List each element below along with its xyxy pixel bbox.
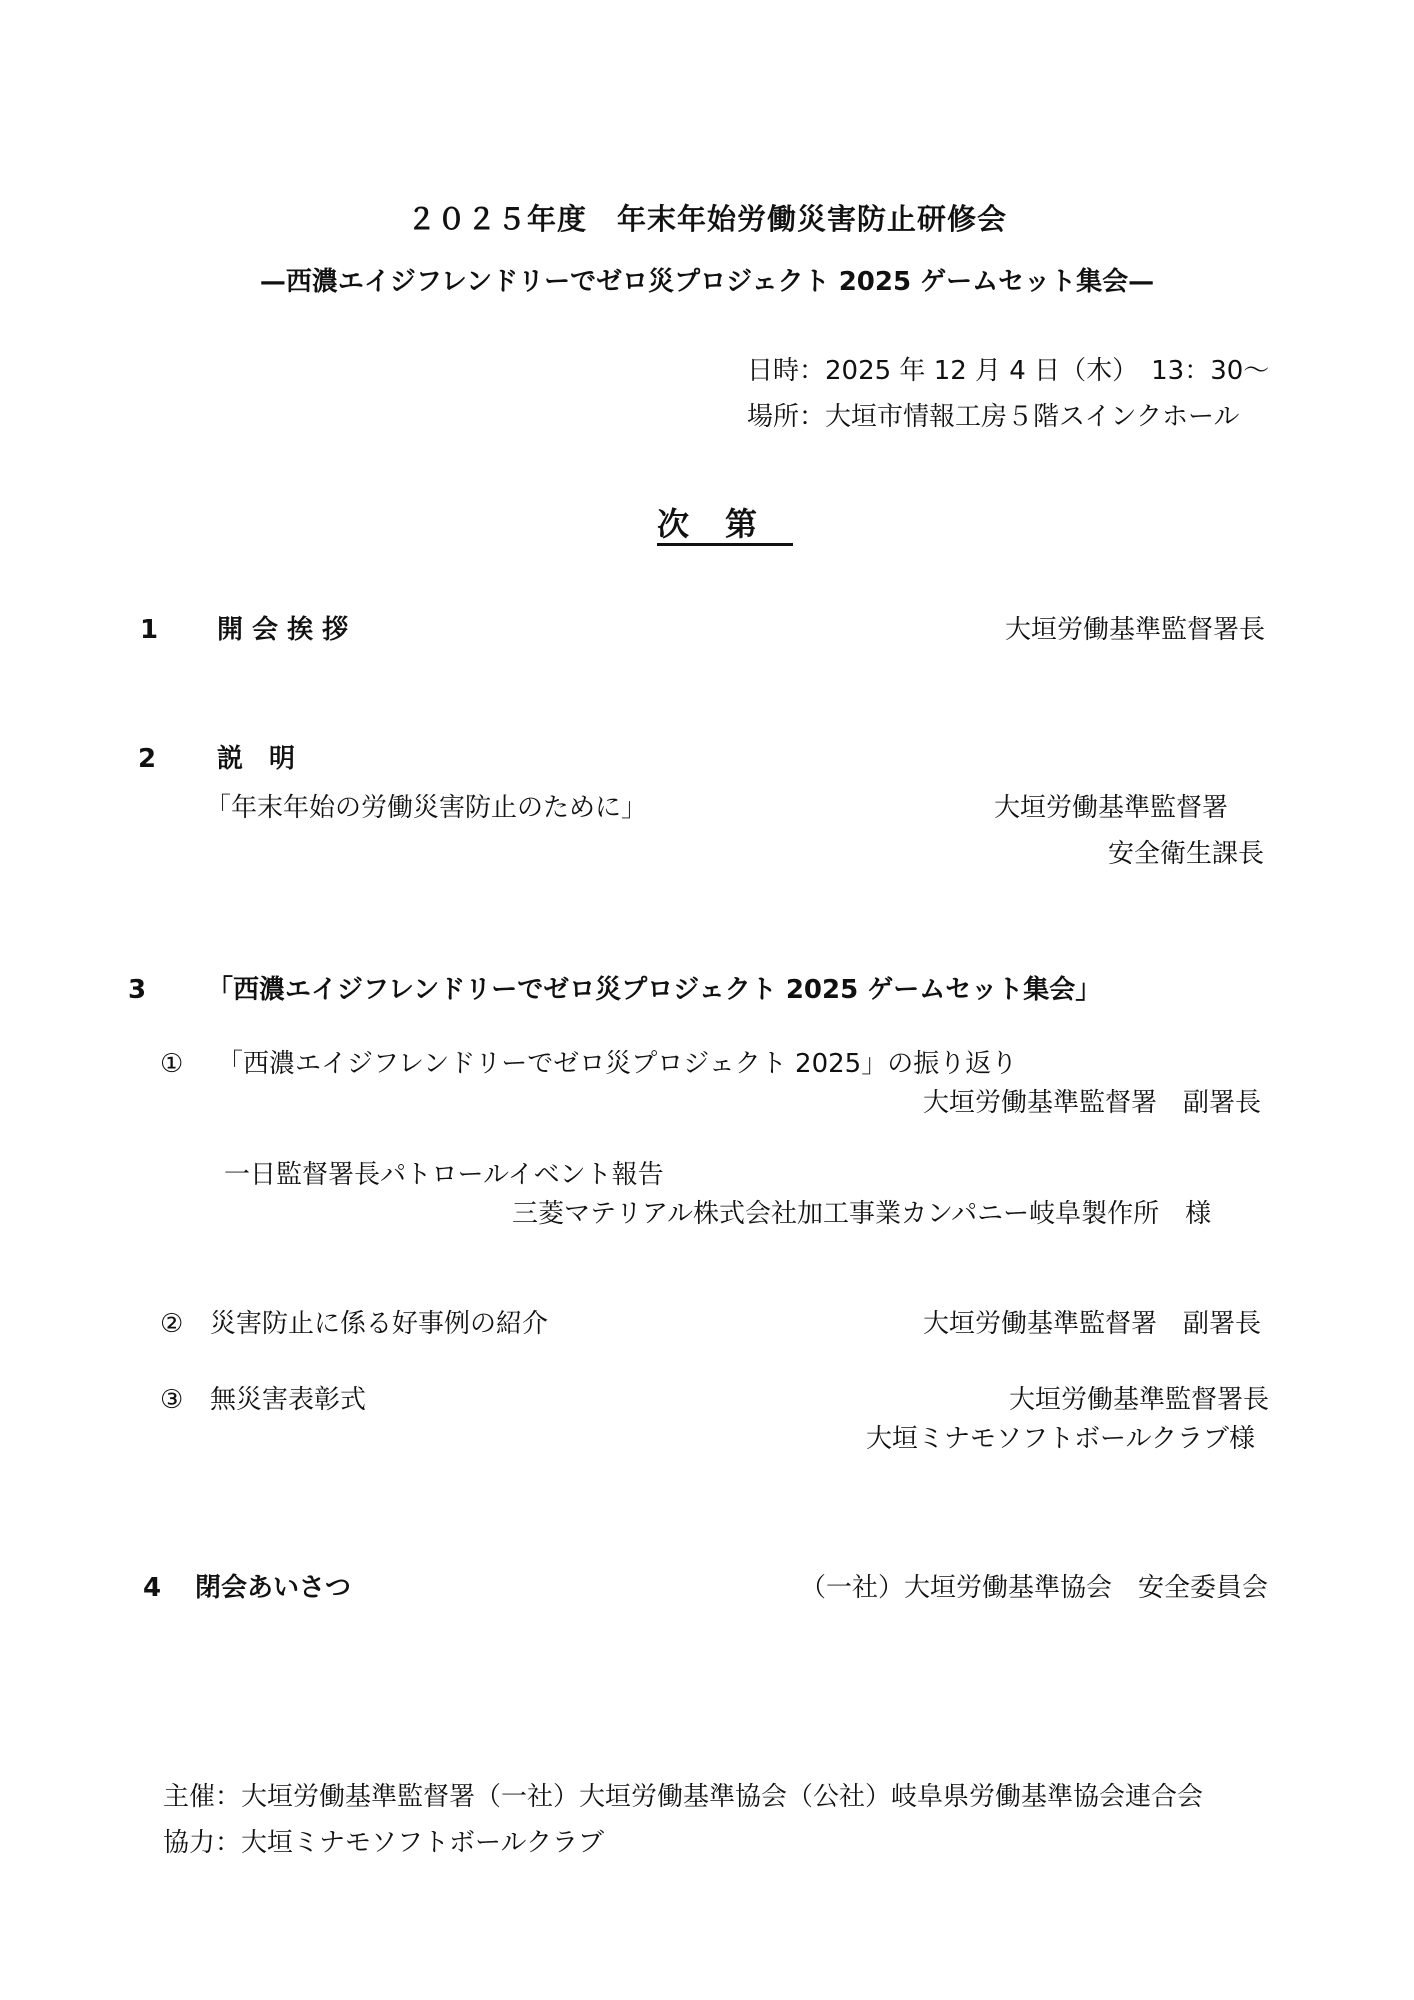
event-venue: 場所：大垣市情報工房５階スインクホール — [747, 402, 1240, 432]
subitem-2-mark: ② — [160, 1309, 184, 1339]
subitem-1-extra-speaker: 三菱マテリアル株式会社加工事業カンパニー岐阜製作所 様 — [512, 1199, 1212, 1229]
organizer-line: 主催：大垣労働基準監督署（一社）大垣労働基準協会（公社）岐阜県労働基準協会連合会 — [163, 1782, 1204, 1812]
subitem-3-mark: ③ — [160, 1385, 184, 1415]
item-4-label: 閉会あいさつ — [195, 1573, 352, 1603]
subitem-2-speaker: 大垣労働基準監督署 副署長 — [923, 1309, 1262, 1339]
item-2-speaker-line2: 安全衛生課長 — [1108, 839, 1265, 869]
subitem-1-mark: ① — [160, 1049, 184, 1079]
item-4-speaker: （一社）大垣労働基準協会 安全委員会 — [800, 1573, 1269, 1603]
subitem-1-speaker: 大垣労働基準監督署 副署長 — [923, 1088, 1262, 1118]
cooperation-line: 協力：大垣ミナモソフトボールクラブ — [163, 1828, 604, 1858]
document-subtitle: —西濃エイジフレンドリーでゼロ災プロジェクト 2025 ゲームセット集会— — [259, 267, 1155, 297]
subitem-1-extra-label: 一日監督署長パトロールイベント報告 — [224, 1160, 664, 1190]
agenda-heading: 次第 — [656, 505, 793, 543]
item-2-label: 説 明 — [217, 744, 296, 774]
item-1-label: 開 会 挨 拶 — [217, 615, 349, 645]
item-4-number: 4 — [143, 1573, 162, 1603]
document-title: ２０２５年度 年末年始労働災害防止研修会 — [406, 202, 1007, 236]
subitem-1-label: 「西濃エイジフレンドリーでゼロ災プロジェクト 2025」の振り返り — [217, 1049, 1018, 1079]
subitem-3-label: 無災害表彰式 — [210, 1385, 367, 1415]
item-3-number: 3 — [128, 975, 147, 1005]
item-2-number: 2 — [138, 744, 157, 774]
subitem-2-label: 災害防止に係る好事例の紹介 — [210, 1309, 549, 1339]
event-datetime: 日時：2025 年 12 月 4 日（木） 13：30～ — [747, 356, 1270, 386]
subitem-3-speaker-line1: 大垣労働基準監督署長 — [1009, 1385, 1270, 1415]
item-1-number: 1 — [140, 615, 159, 645]
subitem-3-speaker-line2: 大垣ミナモソフトボールクラブ様 — [866, 1424, 1255, 1454]
item-1-speaker: 大垣労働基準監督署長 — [1005, 615, 1266, 645]
item-2-topic: 「年末年始の労働災害防止のために」 — [205, 793, 648, 823]
item-2-speaker-line1: 大垣労働基準監督署 — [994, 793, 1229, 823]
item-3-label: 「西濃エイジフレンドリーでゼロ災プロジェクト 2025 ゲームセット集会」 — [207, 975, 1102, 1005]
